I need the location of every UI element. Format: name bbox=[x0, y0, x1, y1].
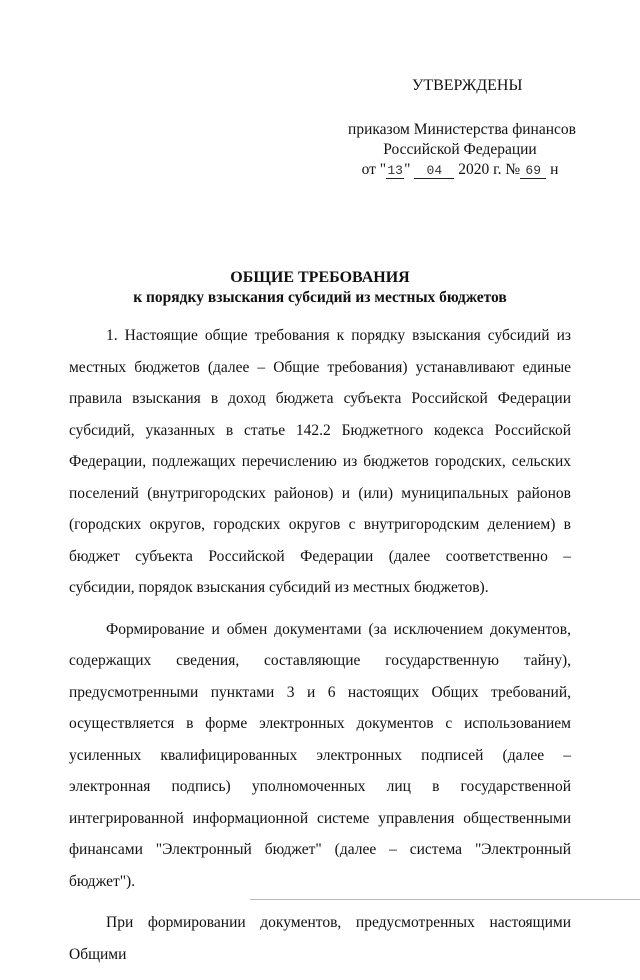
date-prefix: от " bbox=[361, 161, 387, 178]
approval-stamp: УТВЕРЖДЕНЫ bbox=[412, 77, 523, 94]
order-date-line bbox=[330, 160, 590, 180]
title-line-1: ОБЩИЕ ТРЕБОВАНИЯ bbox=[230, 269, 410, 286]
approval-block bbox=[330, 76, 590, 180]
order-month: 04 bbox=[414, 164, 454, 179]
order-number: 69 bbox=[520, 164, 546, 179]
order-number-suffix: н bbox=[550, 161, 559, 178]
document-body bbox=[69, 320, 571, 980]
paragraph-2: Формирование и обмен документами (за исключением документов, содержащих сведения, составляющие государственную тайну), предусмотренными пунктами 3 и 6 настоящих Общих требований, осуществляется в форме электронных документов с использованием усиленных квалифицированных электронных подписей (далее – электронная подпись) уполномоченных лиц в государственной интегрированной информационной системе управления общественными финансами "Электронный бюджет" (далее – система "Электронный бюджет"). bbox=[69, 620, 571, 890]
order-year: 2020 г. № bbox=[458, 161, 521, 178]
scan-edge-line bbox=[250, 899, 640, 900]
paragraph-1: 1. Настоящие общие требования к порядку взыскания субсидий из местных бюджетов (далее – Общие требования) устанавливают единые правила взыскания в доход бюджета субъекта Российской Федерации субсидий, указанных в статье 142.2 Бюджетного кодекса Российской Федерации, подлежащих перечислению из бюджетов городских, сельских поселений (внутригородских районов) и (или) муниципальных районов (городских округов, городских округов с внутригородским делением) в бюджет субъекта Российской Федерации (далее соответственно – субсидии, порядок взыскания субсидий из местных бюджетов). bbox=[69, 327, 571, 596]
paragraph-3: При формировании документов, предусмотренных настоящими Общими bbox=[69, 914, 571, 963]
federation-line: Российской Федерации bbox=[383, 141, 537, 158]
order-line: приказом Министерства финансов bbox=[348, 121, 576, 138]
order-day: 13 bbox=[387, 163, 403, 178]
quote-close: " bbox=[404, 161, 411, 178]
title-line-2: к порядку взыскания субсидий из местных бюджетов bbox=[133, 289, 507, 306]
document-title bbox=[0, 268, 640, 308]
